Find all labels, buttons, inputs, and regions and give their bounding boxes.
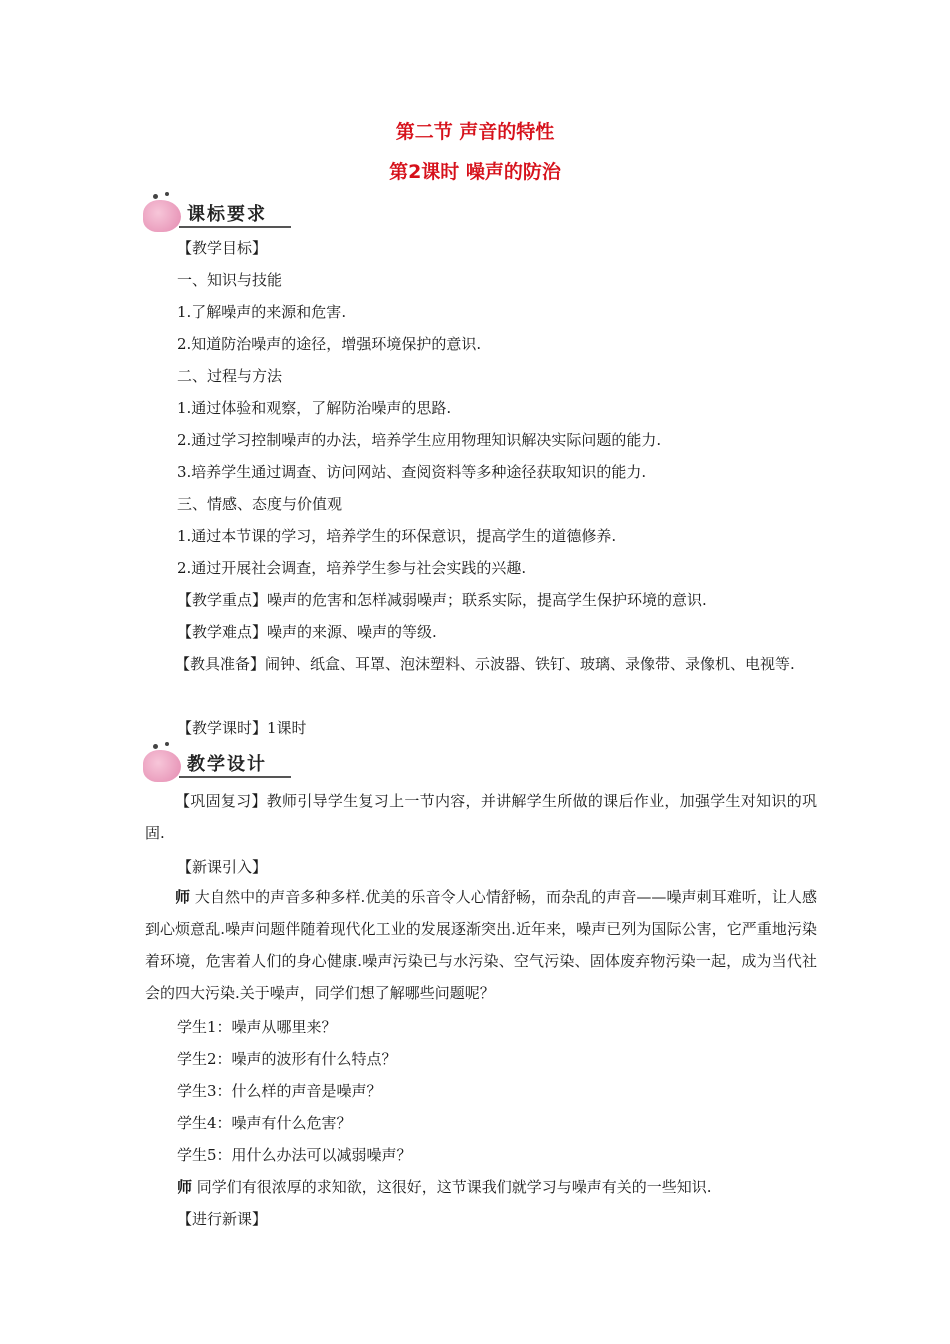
banner-label: 课标要求 <box>187 204 267 225</box>
banner-label: 教学设计 <box>187 754 267 775</box>
lesson-subtitle: 第2课时 噪声的防治 <box>389 161 561 183</box>
review-paragraph: 【巩固复习】教师引导学生复习上一节内容，并讲解学生所做的课后作业，加强学生对知识的巩固. <box>145 792 817 842</box>
mascot-icon <box>143 750 181 782</box>
student-question-4: 学生4：噪声有什么危害？ <box>177 1114 352 1132</box>
curriculum-banner <box>143 194 293 234</box>
process-item-2: 2.通过学习控制噪声的办法，培养学生应用物理知识解决实际问题的能力. <box>177 431 662 449</box>
key-points: 【教学重点】噪声的危害和怎样减弱噪声；联系实际，提高学生保护环境的意识. <box>177 591 707 609</box>
new-lesson-heading: 【进行新课】 <box>177 1210 268 1228</box>
mascot-icon <box>143 200 181 232</box>
difficult-points: 【教学难点】噪声的来源、噪声的等级. <box>177 623 437 641</box>
teacher-intro-text: 大自然中的声音多种多样.优美的乐音令人心情舒畅，而杂乱的声音——噪声刺耳难听，让人感到心烦意乱.噪声问题伴随着现代化工业的发展逐渐突出.近年来，噪声已列为国际公害，它严重地污染着环境，危害着人们的身心健康.噪声污染已与水污染、空气污染、固体废弃物污染一起，成为当代社会的四大污染.关于噪声，同学们想了解哪些问题呢？ <box>145 888 817 1002</box>
decoration-dot <box>153 194 158 199</box>
student-question-1: 学生1：噪声从哪里来？ <box>177 1018 337 1036</box>
student-question-2: 学生2：噪声的波形有什么特点？ <box>177 1050 397 1068</box>
teacher-response-text: 同学们有很浓厚的求知欲，这很好，这节课我们就学习与噪声有关的一些知识. <box>192 1178 712 1196</box>
emotion-item-2: 2.通过开展社会调查，培养学生参与社会实践的兴趣. <box>177 559 527 577</box>
teacher-response <box>177 1177 857 1197</box>
emotion-heading: 三、情感、态度与价值观 <box>177 495 343 513</box>
process-heading: 二、过程与方法 <box>177 367 283 385</box>
emotion-item-1: 1.通过本节课的学习，培养学生的环保意识，提高学生的道德修养. <box>177 527 617 545</box>
teaching-tools: 【教具准备】闹钟、纸盒、耳罩、泡沫塑料、示波器、铁钉、玻璃、录像带、录像机、电视等. <box>175 655 795 673</box>
lesson-hours: 【教学课时】1课时 <box>177 719 307 737</box>
process-item-3: 3.培养学生通过调查、访问网站、查阅资料等多种途径获取知识的能力. <box>177 463 647 481</box>
banner-underline <box>179 226 291 228</box>
teacher-intro <box>145 881 817 1009</box>
intro-heading: 【新课引入】 <box>177 858 268 876</box>
teacher-label: 师 <box>177 1178 193 1196</box>
knowledge-item-2: 2.知道防治噪声的途径，增强环境保护的意识. <box>177 335 482 353</box>
knowledge-item-1: 1.了解噪声的来源和危害. <box>177 303 347 321</box>
goal-heading: 【教学目标】 <box>177 239 268 257</box>
teacher-label: 师 <box>175 888 191 906</box>
process-item-1: 1.通过体验和观察，了解防治噪声的思路. <box>177 399 452 417</box>
student-question-5: 学生5：用什么办法可以减弱噪声？ <box>177 1146 412 1164</box>
knowledge-heading: 一、知识与技能 <box>177 271 283 289</box>
student-question-3: 学生3：什么样的声音是噪声？ <box>177 1082 382 1100</box>
design-banner <box>143 744 293 784</box>
decoration-dot <box>165 192 169 196</box>
decoration-dot <box>153 744 158 749</box>
decoration-dot <box>165 742 169 746</box>
section-title: 第二节 声音的特性 <box>395 121 555 143</box>
banner-underline <box>179 776 291 778</box>
